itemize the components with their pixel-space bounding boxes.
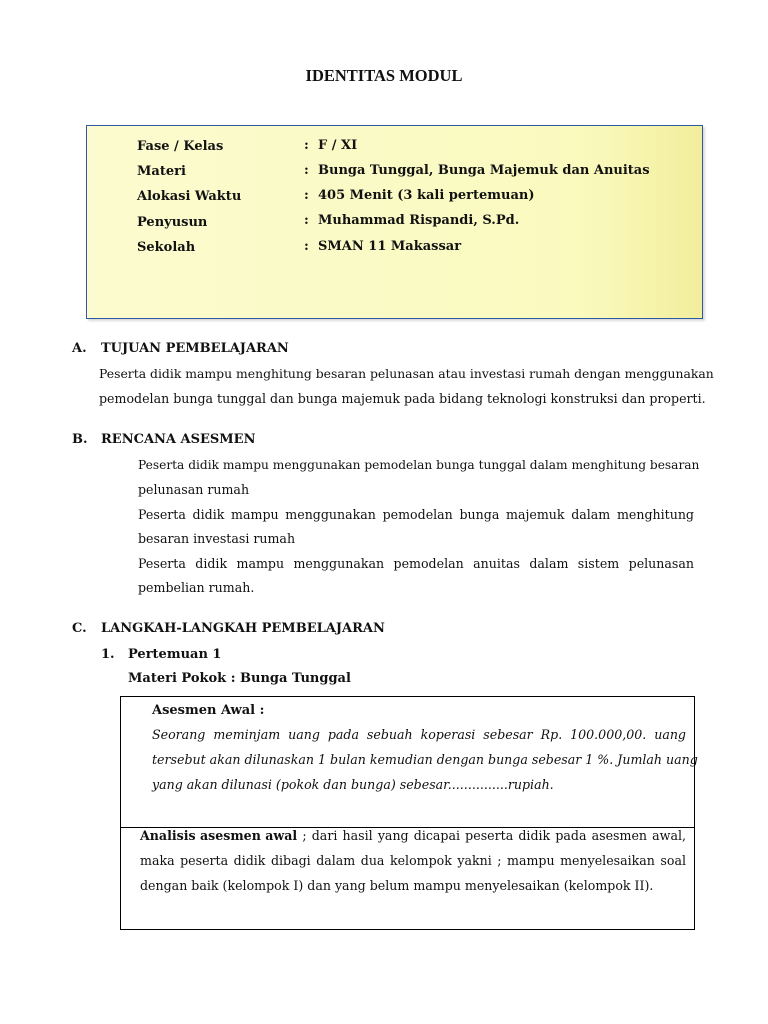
section-c-letter: C. (72, 621, 87, 636)
identity-value-materi: Bunga Tunggal, Bunga Majemuk dan Anuitas (318, 163, 650, 178)
identity-colon: : (304, 138, 309, 153)
identity-value-fase: F / XI (318, 138, 358, 153)
asesmen-question-line: Seorang meminjam uang pada sebuah koperasi sebesar Rp. 100.000,00. uang (152, 727, 686, 742)
section-a-heading: TUJUAN PEMBELAJARAN (101, 341, 289, 356)
analisis-text-line: dengan baik (kelompok I) dan yang belum mampu menyelesaikan (kelompok II). (140, 878, 654, 893)
assessment-item-line: Peserta didik mampu menggunakan pemodelan bunga majemuk dalam menghitung (138, 507, 694, 522)
identity-colon: : (304, 239, 309, 254)
analisis-text-line: maka peserta didik dibagi dalam dua kelompok yakni ; mampu menyelesaikan soal (140, 853, 686, 868)
meeting-number: 1. (101, 647, 115, 662)
analisis-text: ; dari hasil yang dicapai peserta didik pada asesmen awal, (297, 828, 686, 843)
section-a-text-line: pemodelan bunga tunggal dan bunga majemuk pada bidang teknologi konstruksi dan properti. (99, 391, 706, 406)
section-b-letter: B. (72, 432, 88, 447)
identity-label-penyusun: Penyusun (137, 215, 208, 230)
identity-label-fase: Fase / Kelas (137, 139, 224, 154)
analisis-label: Analisis asesmen awal (140, 828, 298, 843)
document-title: IDENTITAS MODUL (305, 66, 463, 85)
identity-value-sekolah: SMAN 11 Makassar (318, 239, 462, 254)
asesmen-question-line: yang akan dilunasi (pokok dan bunga) sebesar...............rupiah. (152, 777, 554, 792)
identity-label-sekolah: Sekolah (137, 240, 196, 255)
identity-colon: : (304, 213, 309, 228)
topic-heading: Materi Pokok : Bunga Tunggal (128, 671, 351, 686)
section-b-heading: RENCANA ASESMEN (101, 432, 256, 447)
asesmen-question-line: tersebut akan dilunaskan 1 bulan kemudian dengan bunga sebesar 1 %. Jumlah uang (152, 752, 698, 767)
assessment-item-line: Peserta didik mampu menggunakan pemodelan bunga tunggal dalam menghitung besaran (138, 458, 700, 472)
assessment-item-line: besaran investasi rumah (138, 531, 296, 546)
assessment-item-line: Peserta didik mampu menggunakan pemodelan anuitas dalam sistem pelunasan (138, 556, 694, 571)
asesmen-title: Asesmen Awal : (152, 703, 265, 718)
identity-value-alokasi: 405 Menit (3 kali pertemuan) (318, 188, 535, 203)
section-a-text-line: Peserta didik mampu menghitung besaran pelunasan atau investasi rumah dengan menggunakan (99, 366, 714, 381)
identity-label-materi: Materi (137, 164, 186, 179)
meeting-title: Pertemuan 1 (128, 647, 222, 662)
analisis-line-1 (140, 828, 686, 843)
section-c-heading: LANGKAH-LANGKAH PEMBELAJARAN (101, 621, 385, 636)
identity-colon: : (304, 188, 309, 203)
section-a-letter: A. (72, 341, 87, 356)
identity-label-alokasi: Alokasi Waktu (137, 189, 242, 204)
identity-value-penyusun: Muhammad Rispandi, S.Pd. (318, 213, 520, 228)
assessment-item-line: pelunasan rumah (138, 482, 250, 497)
assessment-item-line: pembelian rumah. (138, 580, 255, 595)
identity-colon: : (304, 163, 309, 178)
